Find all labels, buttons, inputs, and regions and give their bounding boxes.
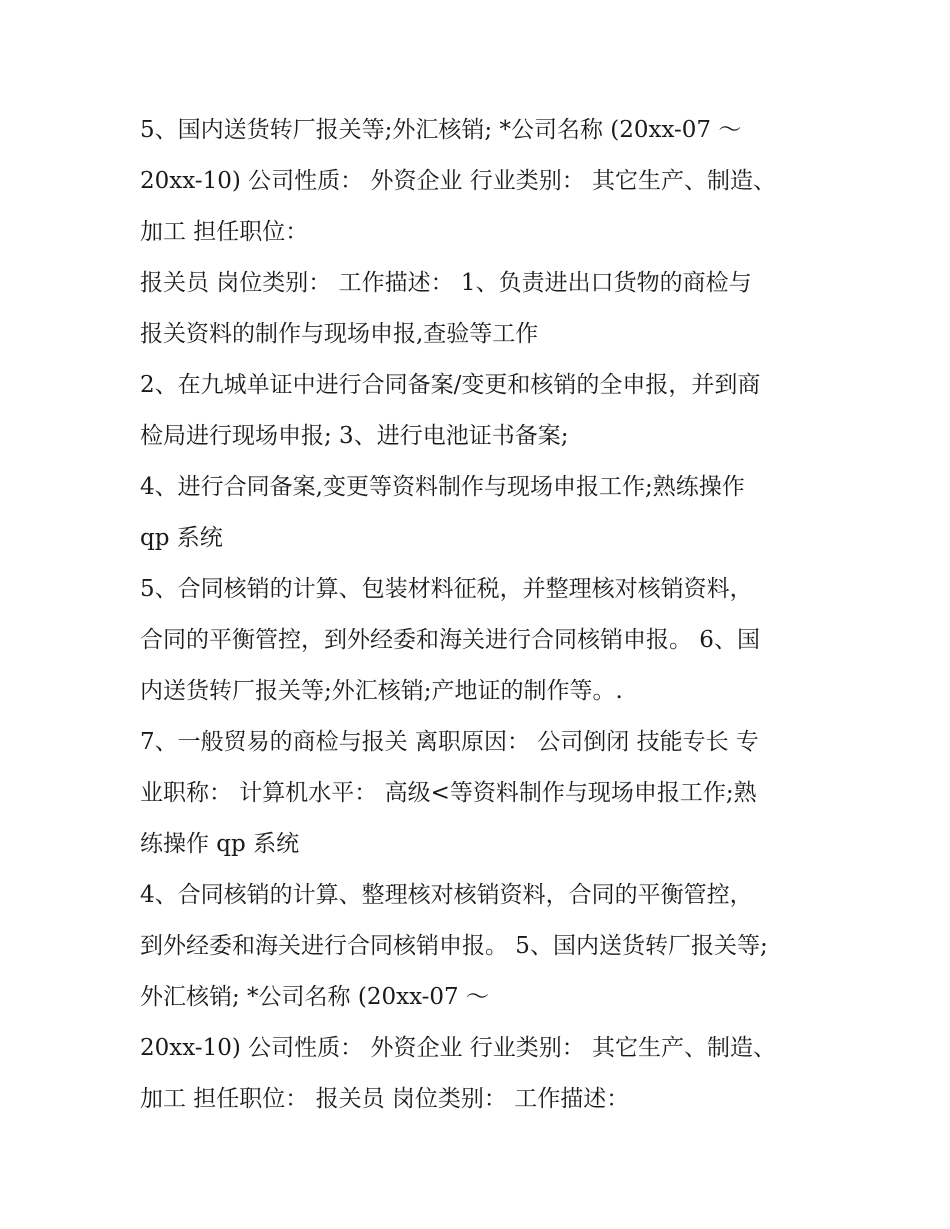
text-line: 练操作 qp 系统 [140, 831, 300, 857]
text-line: 检局进行现场申报; 3、进行电池证书备案; [140, 423, 569, 449]
text-line: 20xx-10) 公司性质： 外资企业 行业类别： 其它生产、制造、 [140, 168, 777, 194]
text-line: 报关员 岗位类别： 工作描述： 1、负责进出口货物的商检与 [140, 270, 752, 296]
text-line: 合同的平衡管控，到外经委和海关进行合同核销申报。 6、国 [140, 627, 760, 653]
text-line: 4、合同核销的计算、整理核对核销资料，合同的平衡管控， [140, 882, 753, 908]
text-line: 4、进行合同备案,变更等资料制作与现场申报工作;熟练操作 [140, 474, 745, 500]
text-line: 加工 担任职位： 报关员 岗位类别： 工作描述： [140, 1086, 630, 1112]
text-line: 7、一般贸易的商检与报关 离职原因： 公司倒闭 技能专长 专 [140, 729, 759, 755]
text-line: 加工 担任职位： [140, 219, 309, 245]
text-line: 外汇核销; *公司名称 (20xx-07 ～ [140, 984, 489, 1010]
text-line: 报关资料的制作与现场申报,查验等工作 [140, 321, 539, 347]
text-line: 5、国内送货转厂报关等;外汇核销; *公司名称 (20xx-07 ～ [140, 117, 742, 143]
text-line: qp 系统 [140, 525, 223, 551]
text-line: 2、在九城单证中进行合同备案/变更和核销的全申报，并到商 [140, 372, 761, 398]
text-line: 到外经委和海关进行合同核销申报。 5、国内送货转厂报关等; [140, 933, 768, 959]
text-line: 5、合同核销的计算、包装材料征税，并整理核对核销资料， [140, 576, 753, 602]
text-line: 业职称： 计算机水平： 高级<等资料制作与现场申报工作;熟 [140, 780, 757, 806]
text-line: 20xx-10) 公司性质： 外资企业 行业类别： 其它生产、制造、 [140, 1035, 777, 1061]
text-line: 内送货转厂报关等;外汇核销;产地证的制作等。. [140, 678, 623, 704]
